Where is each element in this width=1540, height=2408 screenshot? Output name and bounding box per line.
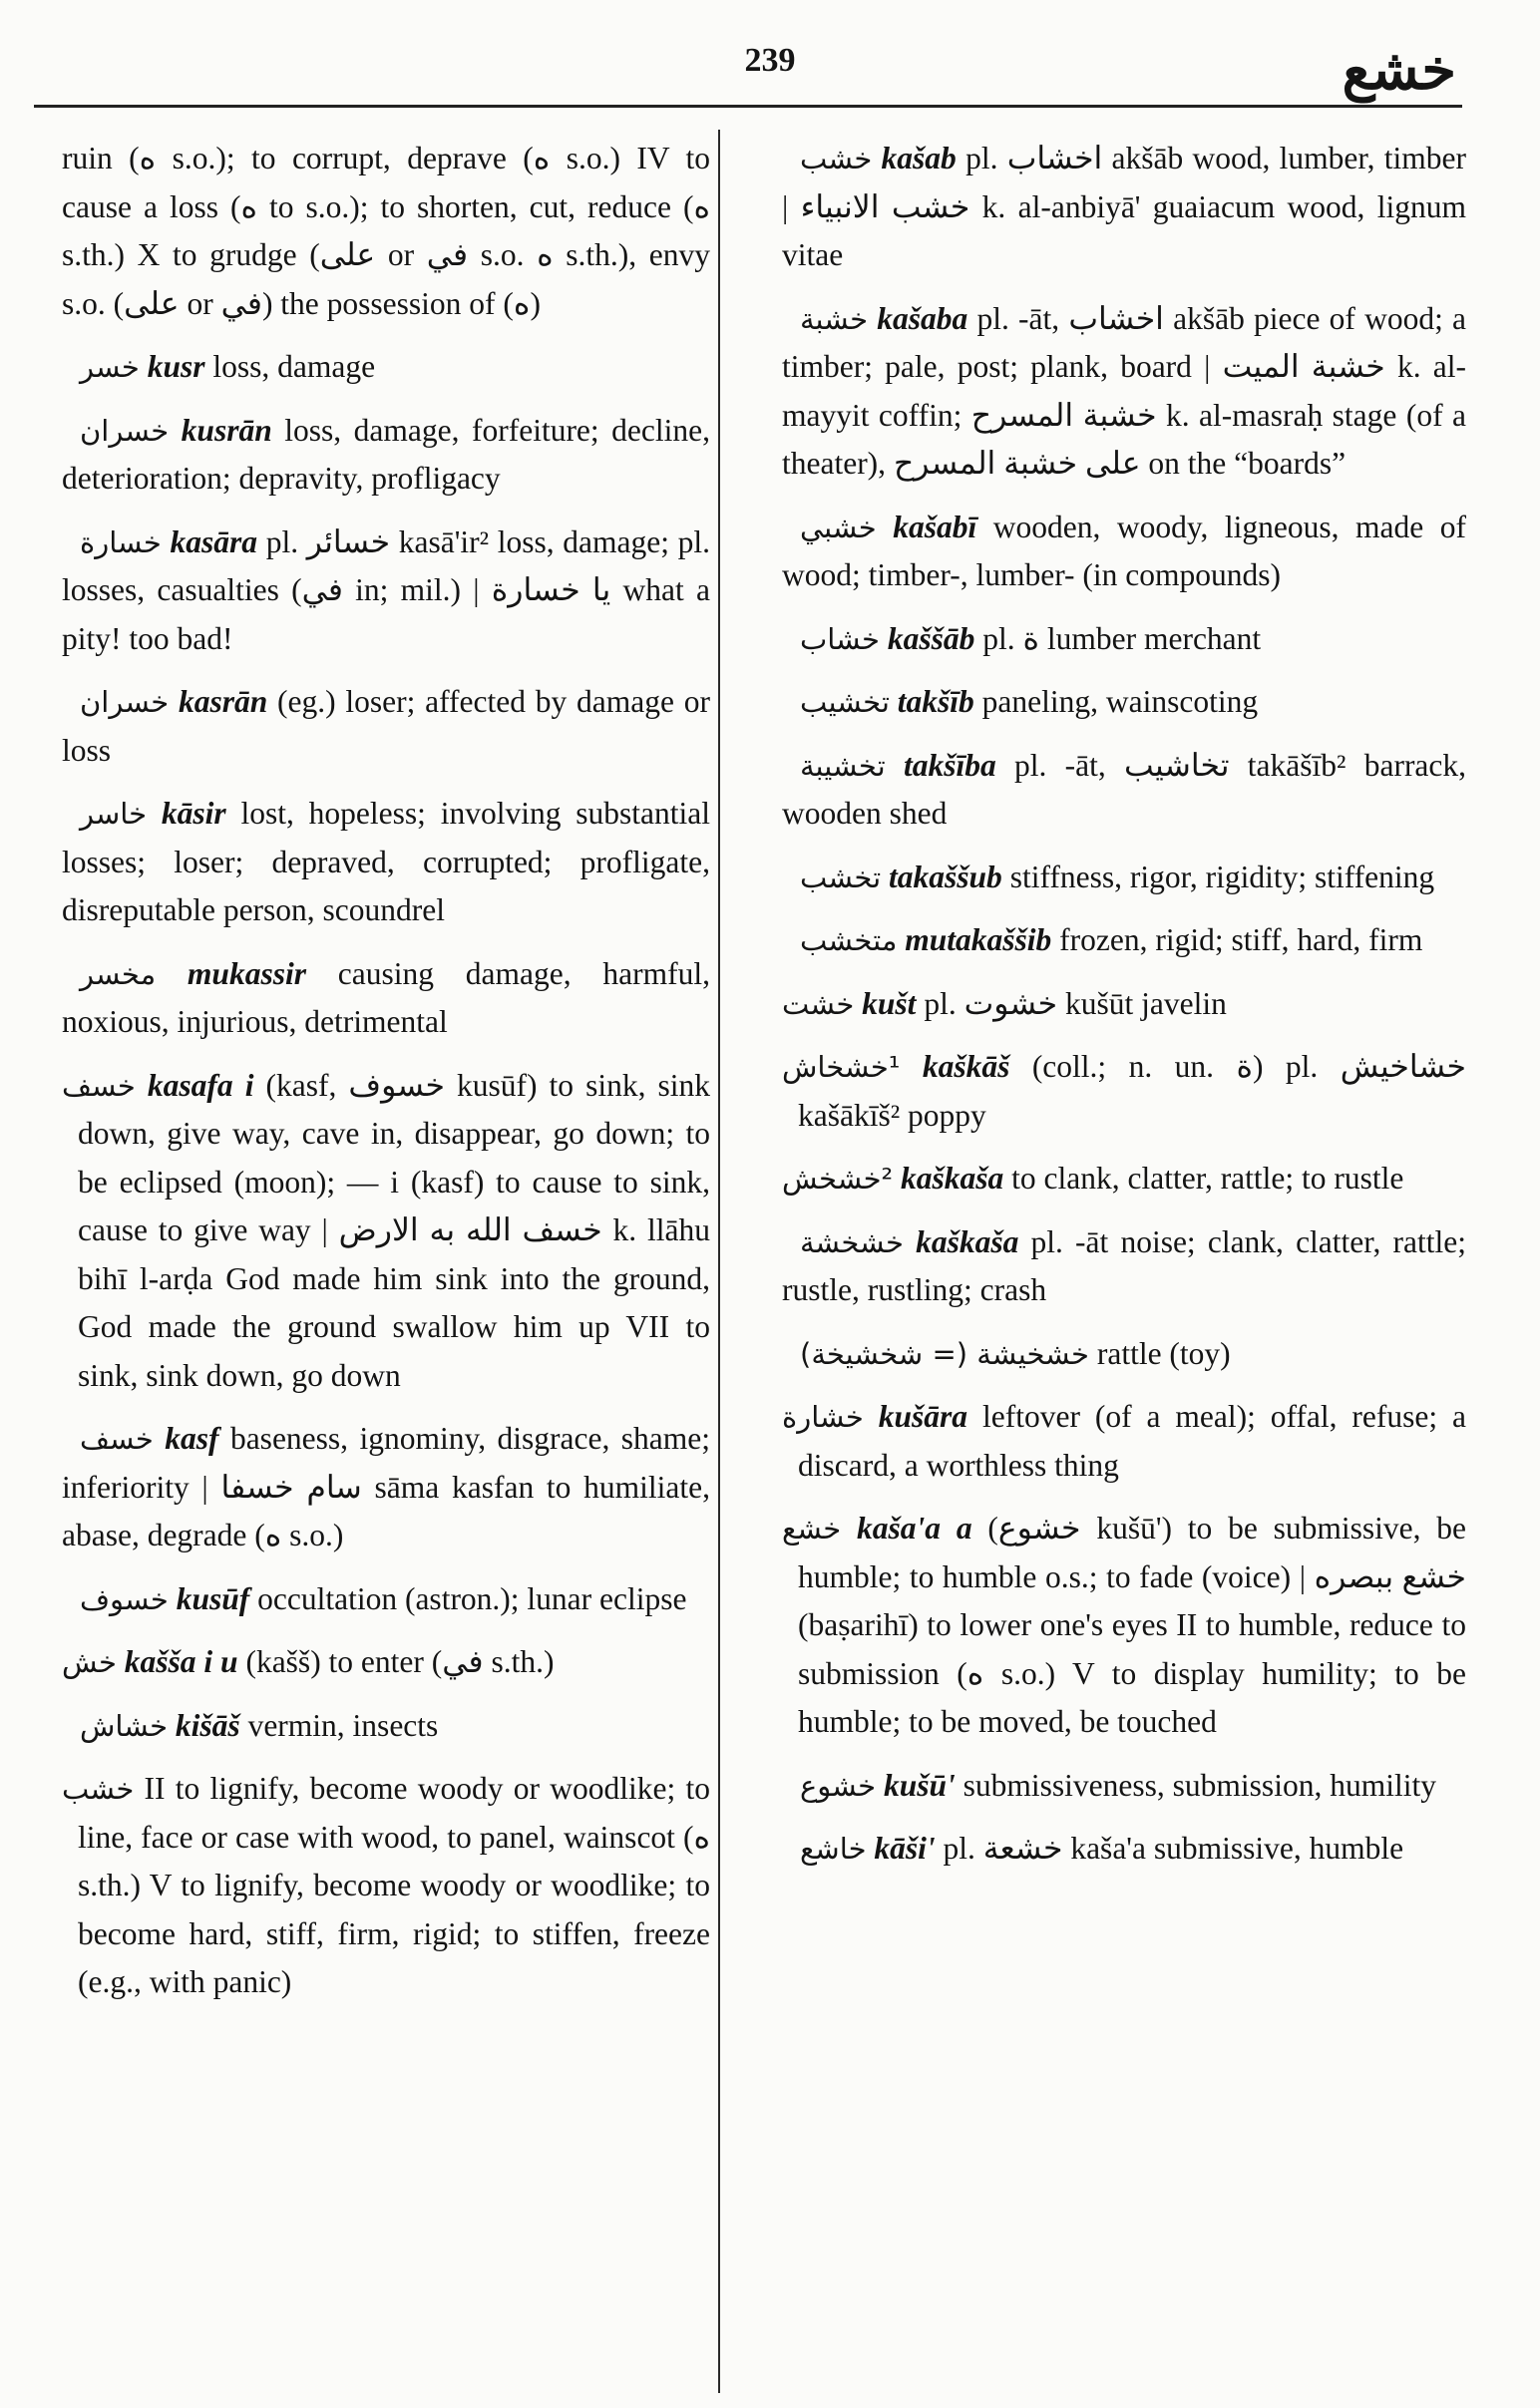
entry-arabic-headword: خسف (80, 1422, 154, 1456)
dictionary-entry (782, 295, 1466, 489)
entry-transliteration: kašaba (877, 300, 968, 336)
dictionary-entry (782, 1505, 1467, 1747)
entry-transliteration: kaša'a a (857, 1511, 972, 1546)
dictionary-entry (782, 504, 1466, 600)
dictionary-entry (62, 1575, 710, 1624)
entry-definition: causing damage, harmful, noxious, injurious, detrimental (62, 955, 710, 1039)
entry-transliteration: kaškaša (901, 1161, 1004, 1196)
dictionary-entry (782, 916, 1466, 965)
dictionary-entry (782, 742, 1466, 839)
entry-definition: pl. -āt, اخشاب akšāb piece of wood; a timber; pale, post; plank, board | خشبة الميت k. al-mayyit coffin; خشبة المسرح k. al-masraḥ stage (of a theater), على خشبة المسرح on the “boards” (782, 300, 1467, 481)
entry-transliteration: kasafa i (147, 1067, 254, 1103)
dictionary-entry (62, 1702, 710, 1751)
entry-definition: pl. خشعة kaša'a submissive, humble (943, 1831, 1404, 1866)
header-rule (34, 105, 1462, 108)
entry-arabic-headword: خشب (800, 142, 873, 175)
entry-transliteration: kašab (881, 141, 957, 175)
dictionary-entry (62, 790, 710, 935)
entry-transliteration: kusrān (181, 412, 272, 448)
entry-arabic-headword: خشخشة (800, 1224, 904, 1259)
entry-transliteration: kāsir (161, 796, 226, 831)
dictionary-entry (782, 1393, 1467, 1490)
entry-definition: loss, damage (212, 349, 376, 384)
dictionary-entry (782, 1762, 1466, 1811)
entry-definition: stiffness, rigor, rigidity; stiffening (1009, 859, 1435, 894)
dictionary-entry (62, 1062, 711, 1401)
dictionary-entry (62, 950, 710, 1047)
entry-arabic-headword: خش (62, 1645, 117, 1679)
entry-transliteration: kušt (862, 985, 917, 1021)
dictionary-entry (62, 1415, 710, 1560)
entry-arabic-headword: خشبة (800, 301, 869, 336)
dictionary-entry (782, 1043, 1467, 1140)
entry-transliteration: kišāš (175, 1707, 240, 1743)
entry-arabic-headword: خشاش (80, 1708, 169, 1743)
entry-transliteration: kaššāb (887, 620, 975, 656)
entry-transliteration: mutakaššib (905, 922, 1052, 957)
entry-arabic-headword: خشخيشة (= شخشيخة) (800, 1336, 1089, 1371)
entry-definition: loss, damage, forfeiture; decline, deterioration; depravity, profligacy (62, 412, 711, 496)
entry-definition: rattle (toy) (1096, 1335, 1231, 1371)
entry-definition: (coll.; n. un. ة) pl. خشاخيش kašākīš² poppy (798, 1049, 1467, 1133)
entry-arabic-headword: خسران (80, 685, 170, 719)
entry-arabic-headword: خسف (62, 1068, 136, 1103)
dictionary-entry (62, 135, 710, 328)
page-number: 239 (744, 42, 796, 79)
dictionary-entry (62, 518, 710, 664)
entry-definition: occultation (astron.); lunar eclipse (257, 1580, 687, 1616)
entry-arabic-headword: خشب (62, 1772, 135, 1806)
entry-arabic-headword: خشاب (800, 621, 880, 656)
entry-definition: to clank, clatter, rattle; to rustle (1011, 1161, 1404, 1196)
entry-definition: (خشوع kušū') to be submissive, be humble; to humble o.s.; to fade (voice) | خشع ببصره (baṣarihī) to lower one's eyes II to humble, reduce to submission (ه s.o.) V to display humility; to be humble; to be moved, be touched (798, 1511, 1467, 1739)
entry-definition: ruin (ه s.o.); to corrupt, deprave (ه s.o.) IV to cause a loss (ه to s.o.); to shorten, cut, reduce (ه s.th.) X to grudge (على or في s.o. ه s.th.), envy s.o. (على or في) the possession of (ه) (62, 141, 710, 321)
entry-definition: baseness, ignominy, disgrace, shame; inferiority | سام خسفا sāma kasfan to humiliate, abase, degrade (ه s.o.) (62, 1421, 711, 1552)
dictionary-entry (782, 1330, 1466, 1379)
entry-transliteration: kaškāš (922, 1049, 1010, 1084)
dictionary-entry (782, 678, 1466, 727)
entry-definition: (eg.) loser; affected by damage or loss (62, 684, 711, 768)
entry-transliteration: kāši' (874, 1831, 936, 1866)
entry-arabic-headword: تخشب (800, 860, 882, 894)
dictionary-entry (62, 343, 710, 392)
entry-transliteration: kušū' (883, 1767, 956, 1803)
entry-arabic-headword: خسران (80, 413, 170, 448)
entry-definition: submissiveness, submission, humility (962, 1767, 1436, 1803)
dictionary-entry (782, 1218, 1466, 1315)
entry-arabic-headword: متخشب (800, 923, 898, 957)
running-head: خشع (1342, 40, 1456, 102)
entry-transliteration: kasrān (178, 684, 268, 719)
entry-definition: wooden, woody, ligneous, made of wood; timber-, lumber- (in compounds) (782, 509, 1466, 592)
dictionary-entry (62, 1765, 710, 2007)
entry-arabic-headword: خشوع (800, 1768, 877, 1803)
entry-definition: vermin, insects (247, 1707, 439, 1743)
entry-arabic-headword: خاسر (80, 797, 148, 831)
dictionary-entry (782, 1155, 1466, 1204)
entry-definition: leftover (of a meal); offal, refuse; a discard, a worthless thing (798, 1399, 1467, 1483)
entry-arabic-headword: خشارة (782, 1400, 864, 1434)
dictionary-entry (782, 980, 1466, 1029)
dictionary-entry (782, 615, 1466, 664)
left-column (62, 135, 710, 2022)
entry-arabic-headword: خسارة (80, 524, 162, 559)
entry-definition: pl. -āt, تخاشيب takāšīb² barrack, wooden shed (782, 747, 1467, 831)
entry-transliteration: kušāra (878, 1399, 968, 1434)
entry-transliteration: kašabī (893, 509, 977, 544)
entry-arabic-headword: تخشيبة (800, 748, 886, 783)
entry-arabic-headword: ²خشخش (782, 1162, 894, 1196)
entry-arabic-headword: خشبي (800, 510, 877, 544)
column-divider (718, 130, 720, 2393)
entry-definition: pl. خشوت kušūt javelin (924, 985, 1227, 1021)
entry-definition: lost, hopeless; involving substantial losses; loser; depraved, corrupted; profligate, disreputable person, scoundrel (62, 796, 710, 927)
right-column (782, 135, 1466, 1889)
entry-arabic-headword: خسر (80, 350, 140, 384)
entry-arabic-headword: ¹خشخاش (782, 1050, 901, 1084)
entry-transliteration: mukassir (187, 955, 306, 991)
entry-arabic-headword: خشع (782, 1512, 842, 1546)
entry-definition: pl. اخشاب akšāb wood, lumber, timber | خشب الانبياء k. al-anbiyā' guaiacum wood, lignum vitae (782, 141, 1466, 272)
entry-definition: (kašš) to enter (في s.th.) (245, 1644, 555, 1679)
entry-definition: pl. خسائر kasā'ir² loss, damage; pl. losses, casualties (في in; mil.) | يا خسارة what a pity! too bad! (62, 523, 710, 656)
entry-definition: frozen, rigid; stiff, hard, firm (1059, 922, 1423, 957)
entry-arabic-headword: خشت (782, 986, 855, 1021)
dictionary-entry (782, 135, 1466, 280)
entry-definition: pl. -āt noise; clank, clatter, rattle; rustle, rustling; crash (782, 1223, 1466, 1307)
entry-transliteration: takšība (903, 747, 996, 783)
dictionary-entry (62, 678, 710, 775)
entry-arabic-headword: خاشع (800, 1832, 867, 1866)
entry-transliteration: kasāra (170, 523, 258, 559)
entry-arabic-headword: مخسر (80, 956, 157, 991)
entry-transliteration: kasf (165, 1421, 219, 1456)
entry-transliteration: takšīb (897, 684, 974, 719)
dictionary-entry (62, 407, 710, 504)
entry-arabic-headword: تخشيب (800, 685, 890, 719)
dictionary-entry (782, 1825, 1466, 1874)
entry-arabic-headword: خسوف (80, 1581, 169, 1616)
entry-transliteration: takaššub (889, 859, 1002, 894)
dictionary-entry (782, 854, 1466, 902)
entry-transliteration: kašša i u (124, 1644, 238, 1679)
entry-transliteration: kaškaša (916, 1223, 1019, 1259)
entry-transliteration: kusūf (176, 1580, 250, 1616)
entry-definition: (kasf, خسوف kusūf) to sink, sink down, give way, cave in, disappear, go down; to be eclipsed (moon); — i (kasf) to cause to sink, cause to give way | خسف الله به الارض k. llāhu bihī l-arḍa God made him sink into the ground, God made the ground swallow him up VII to sink, sink down, go down (78, 1067, 711, 1393)
entry-definition: pl. ة lumber merchant (982, 620, 1262, 656)
entry-transliteration: kusr (147, 349, 205, 384)
entry-definition: II to lignify, become woody or woodlike; to line, face or case with wood, to panel, wainscot (ه s.th.) V to lignify, become woody or woodlike; to become hard, stiff, firm, rigid; to stiffen, freeze (e.g., with panic) (78, 1771, 710, 1999)
dictionary-entry (62, 1638, 710, 1687)
entry-definition: paneling, wainscoting (981, 684, 1259, 719)
